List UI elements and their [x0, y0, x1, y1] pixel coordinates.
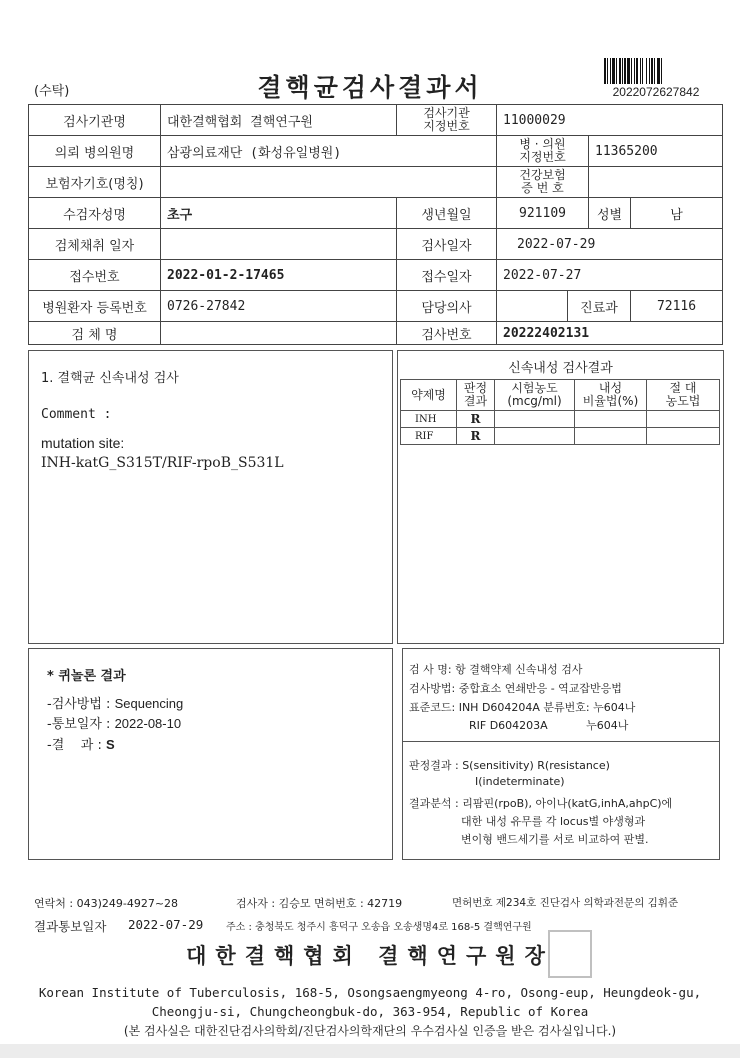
test-number-value: 20222402131 [497, 322, 723, 345]
drug-concentration [495, 411, 575, 428]
drug-absolute [647, 411, 720, 428]
info-row-requester [29, 136, 723, 167]
requester-label: 의뢰 병의원명 [29, 136, 161, 167]
quinolone-result: -결 과 : S [47, 737, 115, 753]
receipt-number-label: 접수번호 [29, 260, 161, 291]
receipt-date-value: 2022-07-27 [497, 260, 723, 291]
hospital-code-label: 병 · 의원 지정번호 [497, 136, 589, 167]
certification-note: (본 검사실은 대한진단검사의학회/진단검사의학재단의 우수검사실 인증을 받은 검사실입니다.) [123, 1024, 617, 1038]
test-number-label: 검사번호 [397, 322, 497, 345]
mutation-value: INH-katG_S315T/RIF-rpoB_S531L [41, 455, 284, 471]
sex-value: 남 [631, 198, 723, 229]
comment-label: Comment : [41, 407, 112, 422]
lab-label: 검사기관명 [29, 105, 161, 136]
drug-name: RIF [401, 428, 457, 445]
info-row-insured [29, 167, 723, 198]
address: 주소 : 충청북도 청주시 흥덕구 오송읍 오송생명4로 168-5 결핵연구원 [226, 922, 532, 933]
judgement-line-2: I(indeterminate) [475, 775, 565, 788]
drug-concentration [495, 428, 575, 445]
dob-label: 생년월일 [397, 198, 497, 229]
specimen-label: 검 체 명 [29, 322, 161, 345]
method-panel [402, 648, 720, 860]
contact-info: 연락처 : 043)249-4927~28 [34, 897, 179, 910]
quinolone-method: -검사방법 : Sequencing [47, 696, 184, 712]
collect-date-value [161, 229, 397, 260]
judgement-line: 판정결과 : S(sensitivity) R(resistance) [409, 759, 610, 772]
col-drug: 약제명 [401, 380, 457, 411]
col-absolute: 절 대 농도법 [647, 380, 720, 411]
quinolone-notify-date: -통보일자 : 2022-08-10 [47, 716, 182, 732]
institute-english-line2: Cheongju-si, Chungcheongbuk-do, 363-954, Republic of Korea [151, 1004, 589, 1019]
info-row-patient [29, 198, 723, 229]
results-row [401, 411, 720, 428]
insurance-card-value [589, 167, 723, 198]
barcode [604, 58, 708, 84]
department-value: 72116 [631, 291, 723, 322]
test-date-value: 2022-07-29 [497, 229, 723, 260]
lab-code-label: 검사기관 지정번호 [397, 105, 497, 136]
test-name-line: 검 사 명: 항 결핵약제 신속내성 검사 [409, 663, 583, 676]
barcode-number: 2022072627842 [612, 85, 700, 99]
insurance-card-label: 건강보험 증 번 호 [497, 167, 589, 198]
examiner-info: 검사자 : 김승모 면허번호 : 42719 [236, 897, 403, 910]
mutation-label: mutation site: [41, 435, 125, 451]
collect-date-label: 검체채취 일자 [29, 229, 161, 260]
quinolone-panel [28, 648, 393, 860]
small-tag: (수탁) [34, 84, 70, 99]
drug-ratio [575, 411, 647, 428]
registration-label: 병원환자 등록번호 [29, 291, 161, 322]
page-bottom-margin [0, 1044, 740, 1058]
standard-code-line: 표준코드: INH D604204A 분류번호: 누604나 [409, 701, 636, 714]
drug-judge: R [457, 411, 495, 428]
analysis-line: 결과분석 : 리팜핀(rpoB), 아이나(katG,inhA,ahpC)에 [409, 797, 673, 810]
info-row-specimen [29, 322, 723, 345]
lab-code-value: 11000029 [497, 105, 723, 136]
receipt-number-value: 2022-01-2-17465 [161, 260, 397, 291]
lab-value: 대한결핵협회 결핵연구원 [161, 105, 397, 136]
standard-code-line-2: RIF D604203A 누604나 [469, 719, 629, 732]
col-judge: 판정 결과 [457, 380, 495, 411]
drug-name: INH [401, 411, 457, 428]
results-header-row [401, 380, 720, 411]
receipt-date-label: 접수일자 [397, 260, 497, 291]
results-row [401, 428, 720, 445]
insured-value [161, 167, 497, 198]
department-label: 진료과 [567, 291, 630, 321]
document-title: 결핵균검사결과서 [257, 73, 483, 102]
specimen-value [161, 322, 397, 345]
doctor-label: 담당의사 [397, 291, 497, 322]
rapid-test-title: 1. 결핵균 신속내성 검사 [41, 371, 179, 386]
quinolone-title: * 퀴놀론 결과 [47, 669, 126, 684]
info-row-lab [29, 105, 723, 136]
patient-label: 수검자성명 [29, 198, 161, 229]
registration-value: 0726-27842 [161, 291, 397, 322]
info-row-collect [29, 229, 723, 260]
drug-absolute [647, 428, 720, 445]
col-ratio: 내성 비율법(%) [575, 380, 647, 411]
test-date-label: 검사일자 [397, 229, 497, 260]
results-panel [397, 350, 724, 644]
notify-date-label: 결과통보일자 [34, 919, 107, 934]
requester-value: 삼광의료재단 (화성유일병원) [161, 136, 497, 167]
institute-name: 대한결핵협회 결핵연구원장 [186, 943, 554, 968]
col-concentration: 시험농도 (mcg/ml) [495, 380, 575, 411]
license-info: 면허번호 제234호 진단검사 의학과전문의 김휘준 [452, 897, 679, 909]
doctor-value [497, 291, 631, 322]
results-heading: 신속내성 검사결과 [508, 361, 613, 376]
analysis-line-2: 대한 내성 유무를 각 locus별 야생형과 [461, 815, 646, 828]
drug-ratio [575, 428, 647, 445]
info-table [28, 104, 723, 345]
drug-judge: R [457, 428, 495, 445]
institute-english-line1: Korean Institute of Tuberculosis, 168-5, Osongsaengmyeong 4-ro, Osong-eup, Heungdeok-gu, [38, 985, 702, 1000]
insured-label: 보험자기호(명칭) [29, 167, 161, 198]
sex-label: 성별 [589, 198, 631, 229]
patient-name: 초구 [161, 198, 397, 229]
results-table [400, 379, 720, 445]
info-row-registration [29, 291, 723, 322]
analysis-line-3: 변이형 밴드세기를 서로 비교하여 판별. [461, 833, 649, 846]
info-row-receipt [29, 260, 723, 291]
dob-value: 921109 [497, 198, 589, 229]
notify-date-value: 2022-07-29 [128, 917, 204, 932]
test-method-line: 검사방법: 중합효소 연쇄반응 - 역교잡반응법 [409, 682, 622, 695]
rapid-test-panel [28, 350, 393, 644]
method-divider [403, 741, 719, 742]
hospital-code-value: 11365200 [589, 136, 723, 167]
